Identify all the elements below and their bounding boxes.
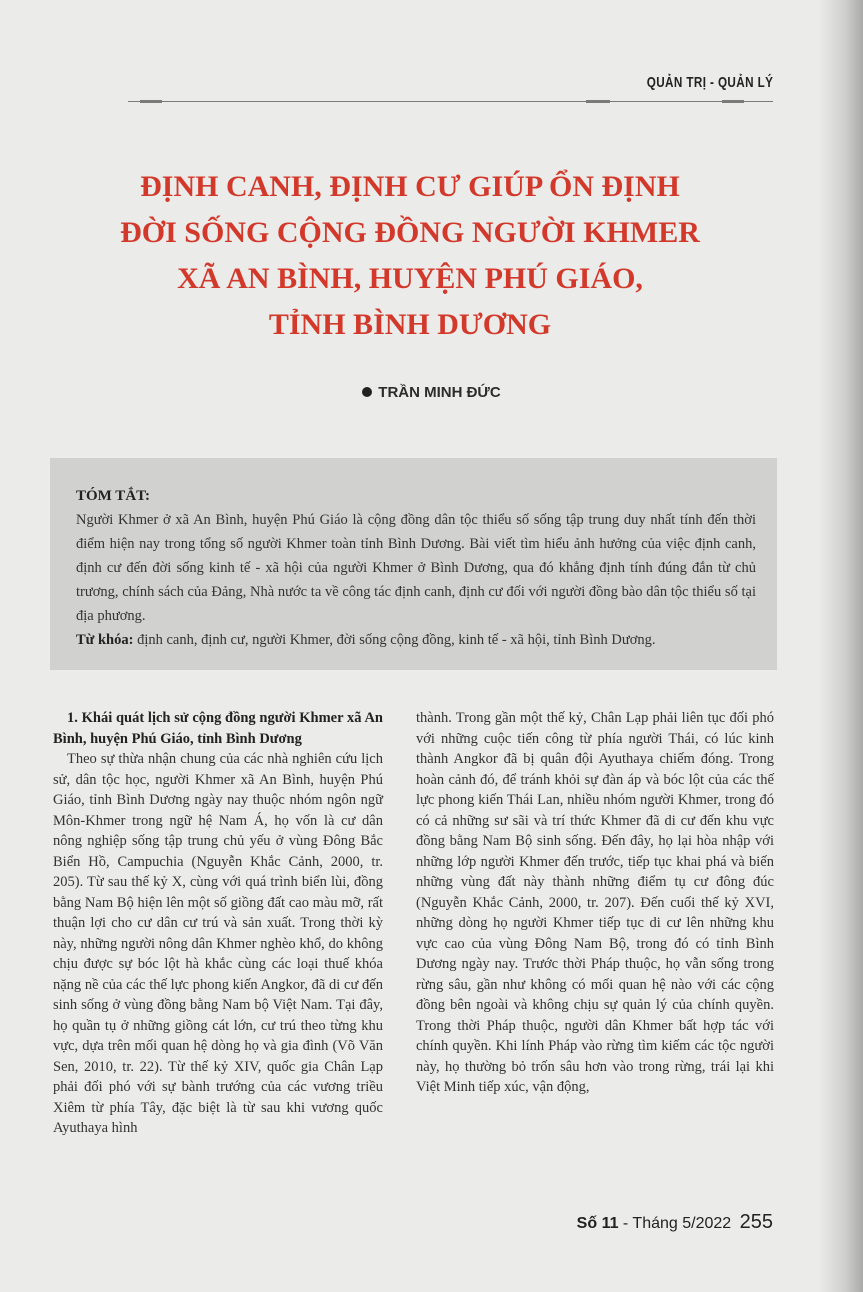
abstract-heading: TÓM TẮT: [76, 488, 151, 504]
abstract-text: Người Khmer ở xã An Bình, huyện Phú Giáo là cộng đồng dân tộc thiểu số sống tập trung duy nhất tính đến thời điểm hiện nay trong tổng số người Khmer toàn tỉnh Bình Dương. Bài viết tìm hiểu ảnh hưởng của việc định canh, định cư đến đời sống kinh tế - xã hội của người Khmer ở Bình Dương, qua đó khẳng định tính đúng đắn từ chủ trương, chính sách của Đảng, Nhà nước ta về công tác định canh, định cư đối với người đồng bào dân tộc thiểu số tại địa phương. [76, 512, 756, 624]
section-label: QUẢN TRỊ - QUẢN LÝ [646, 74, 773, 91]
body-paragraph: thành. Trong gần một thế kỷ, Chân Lạp phải liên tục đối phó với những cuộc tiến công từ phía người Thái, có lúc kinh thành Angkor đã bị quân đội Ayuthaya chiếm đóng. Trong hoàn cảnh đó, để tránh khỏi sự đàn áp và bóc lột của các thế lực phong kiến Thái Lan, nhiều nhóm người Khmer, trong đó có cả những sư sãi và trí thức Khmer đã di cư đến khu vực đồng bằng Nam Bộ sinh sống. Đến đây, họ lại hòa nhập với những lớp người Khmer đến trước, tiếp tục khai phá và biến những vùng đất này thành những điểm tụ cư đông đúc (Nguyễn Khắc Cảnh, 2000, tr. 207). Đến cuối thế kỷ XVI, những dòng họ người Khmer tiếp tục di cư lên những khu vực cao của vùng Đông Nam Bộ, trong đó có tỉnh Bình Dương ngày nay. Trước thời Pháp thuộc, họ vẫn sống trong rừng sâu, gần như không có mối quan hệ nào với các cộng đồng bên ngoài và không chịu sự quản lý của chính quyền. Trong thời Pháp thuộc, người dân Khmer bất hợp tác với chính quyền. Khi lính Pháp vào rừng tìm kiếm các tộc người này, họ thường bỏ trốn sâu hơn vào trong rừng, trái lại khi Việt Minh tiếp xúc, vận động, [416, 710, 774, 1095]
article-title [60, 164, 760, 348]
header-rule-mark [140, 100, 162, 103]
body-column-right [416, 708, 774, 1098]
header-rule [128, 101, 773, 102]
title-line: ĐỜI SỐNG CỘNG ĐỒNG NGƯỜI KHMER [120, 216, 700, 249]
header-rule-mark [586, 100, 610, 103]
body-paragraph: Theo sự thừa nhận chung của các nhà nghiên cứu lịch sử, dân tộc học, người Khmer xã An Bình, huyện Phú Giáo, tỉnh Bình Dương ngày nay thuộc nhóm ngôn ngữ Môn-Khmer trong ngữ hệ Nam Á, họ vốn là cư dân nông nghiệp sống tập trung chủ yếu ở vùng Đông Bắc Biển Hồ, Campuchia (Nguyễn Khắc Cảnh, 2000, tr. 205). Từ sau thế kỷ X, cùng với quá trình biển lùi, đồng bằng Nam Bộ hiện lên một số giồng đất cao màu mỡ, rất thuận lợi cho cư dân cư trú và sản xuất. Trong thời kỳ này, những người nông dân Khmer nghèo khổ, do không chịu được sự bóc lột hà khắc cùng các loại thuế khóa nặng nề của các thế lực phong kiến Angkor, đã di cư đến sinh sống ở vùng đồng bằng Nam bộ Việt Nam. Tại đây, họ quần tụ ở những giồng cát lớn, cư trú theo từng khu vực, dựa trên mối quan hệ dòng họ và gia đình (Võ Văn Sen, 2010, tr. 22). Từ thế kỷ XIV, quốc gia Chân Lạp phải đối phó với sự bành trướng của các vương triều Xiêm từ phía Tây, đặc biệt là từ sau khi vương quốc Ayuthaya hình [53, 751, 383, 1136]
author-name: TRẦN MINH ĐỨC [378, 384, 501, 401]
title-line: XÃ AN BÌNH, HUYỆN PHÚ GIÁO, [177, 262, 643, 295]
body-column-left [53, 708, 383, 1139]
title-line: ĐỊNH CANH, ĐỊNH CƯ GIÚP ỔN ĐỊNH [140, 170, 680, 203]
issue-number: 11 [601, 1215, 619, 1232]
issue-date: - Tháng 5/2022 [618, 1215, 732, 1232]
author-line [0, 384, 863, 401]
page-footer [577, 1211, 773, 1234]
keywords-text: định canh, định cư, người Khmer, đời sống cộng đồng, kinh tế - xã hội, tỉnh Bình Dương. [137, 632, 656, 648]
keywords-line [76, 628, 756, 652]
section-heading: 1. Khái quát lịch sử cộng đồng người Khmer xã An Bình, huyện Phú Giáo, tỉnh Bình Dương [53, 710, 383, 747]
bullet-icon [362, 387, 372, 397]
issue-label: Số [576, 1215, 598, 1232]
page-edge-shadow [819, 0, 863, 1292]
abstract-content [76, 484, 756, 652]
page-number: 255 [739, 1211, 773, 1233]
abstract-box [50, 458, 777, 670]
keywords-label: Từ khóa: [76, 632, 134, 648]
title-line: TỈNH BÌNH DƯƠNG [268, 308, 552, 341]
header-rule-mark [722, 100, 744, 103]
